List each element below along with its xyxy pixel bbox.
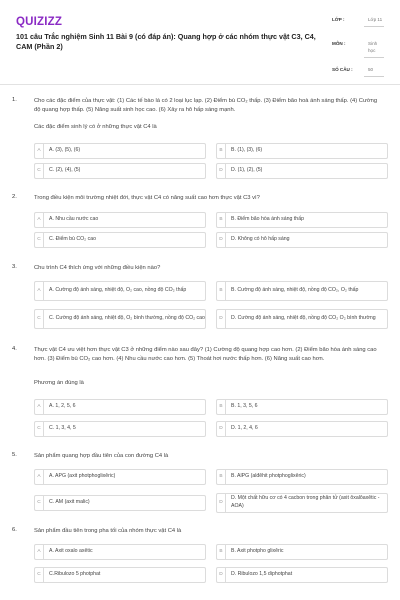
option-letter: D <box>217 233 226 247</box>
option-text: B. Axit photpho glixêric <box>231 548 284 555</box>
option-c[interactable] <box>34 421 206 437</box>
meta-row-subject <box>332 38 384 62</box>
option-letter: A <box>35 144 44 158</box>
option-text: C.Ribulozo 5 photphat <box>49 571 101 578</box>
question-number: 4. <box>12 346 17 352</box>
option-text: D. Ribulozo 1,5 diphotphat <box>231 571 293 578</box>
question-text: Sản phẩm quang hợp đầu tiên của con đường C4 là <box>34 453 169 459</box>
option-d[interactable] <box>216 163 388 179</box>
option-letter: C <box>35 233 44 247</box>
meta-value-subject: Sinh học <box>364 39 384 58</box>
option-text: C. (2), (4), (5) <box>49 167 81 174</box>
option-text: A. APG (axit photphoglixêric) <box>49 473 116 480</box>
option-text: B. Điểm bão hòa ánh sáng thấp <box>231 216 304 223</box>
meta-label-count: SỐ CÂU : <box>332 67 353 72</box>
option-letter: C <box>35 310 44 328</box>
option-b[interactable] <box>216 399 388 415</box>
option-text: C. 1, 3, 4, 5 <box>49 425 76 432</box>
option-letter: B <box>217 400 226 414</box>
question-number: 6. <box>12 527 17 533</box>
option-text: D. Không có hô hấp sáng <box>231 236 290 243</box>
option-text: C. AM (axit malic) <box>49 499 90 506</box>
option-letter: C <box>35 496 44 510</box>
option-text: B. 1, 3, 5, 6 <box>231 403 258 410</box>
option-text: D. Một chất hữu cơ có 4 cacbon trong phân tử (axit ôxalôaxêtic - AOA) <box>231 495 380 509</box>
option-c[interactable] <box>34 567 206 583</box>
option-text: C. Điểm bù CO₂ cao <box>49 236 96 243</box>
option-letter: D <box>217 422 226 436</box>
option-text: A. Cường độ ánh sáng, nhiệt độ, O₂ cao, nồng độ CO₂ thấp <box>49 287 187 294</box>
option-letter: C <box>35 422 44 436</box>
option-letter: D <box>217 164 226 178</box>
option-b[interactable] <box>216 212 388 228</box>
question-text: Chu trình C4 thích ứng với những điều kiện nào? <box>34 265 161 271</box>
option-letter: A <box>35 470 44 484</box>
option-letter: D <box>217 310 226 328</box>
option-d[interactable] <box>216 309 388 329</box>
question-number: 5. <box>12 452 17 458</box>
option-c[interactable] <box>34 495 206 511</box>
option-text: A. Axit oxalo axêtic <box>49 548 93 555</box>
option-letter: B <box>217 282 226 300</box>
option-letter: D <box>217 494 226 512</box>
option-letter: B <box>217 545 226 559</box>
option-text: B. AlPG (alđêhit photphoglixêric) <box>231 473 306 480</box>
option-b[interactable] <box>216 469 388 485</box>
option-a[interactable] <box>34 143 206 159</box>
option-a[interactable] <box>34 281 206 301</box>
option-a[interactable] <box>34 212 206 228</box>
question-number: 1. <box>12 97 17 103</box>
option-text: A. 1, 2, 5, 6 <box>49 403 76 410</box>
meta-value-grade: Lớp 11 <box>364 15 384 27</box>
option-d[interactable] <box>216 493 388 513</box>
question-prompt: Các đặc điểm sinh lý có ở những thực vật C4 là <box>34 124 157 130</box>
option-text: D. 1, 2, 4, 6 <box>231 425 258 432</box>
option-letter: B <box>217 470 226 484</box>
option-text: B. Cường độ ánh sáng, nhiệt độ, nồng độ CO₂, O₂ thấp <box>231 287 359 294</box>
option-d[interactable] <box>216 232 388 248</box>
option-letter: A <box>35 213 44 227</box>
option-letter: C <box>35 568 44 582</box>
option-b[interactable] <box>216 143 388 159</box>
option-c[interactable] <box>34 163 206 179</box>
question-text: Trong điều kiện môi trường nhiệt đới, thực vật C4 có năng suất cao hơn thực vật C3 vì? <box>34 195 260 201</box>
question-text: Cho các đặc điểm của thực vật: (1) Các tế bào lá có 2 loại lục lạp. (2) Điểm bù CO₂ thấp. (3) Điểm bão hoà ánh sáng thấp. (4) Cường độ quang hợp thấp. (5) Năng suất sinh học cao. (6) Xảy ra hô hấp sáng mạnh. <box>34 98 378 114</box>
option-a[interactable] <box>34 469 206 485</box>
option-a[interactable] <box>34 544 206 560</box>
option-d[interactable] <box>216 567 388 583</box>
option-letter: D <box>217 568 226 582</box>
option-b[interactable] <box>216 281 388 301</box>
option-letter: B <box>217 213 226 227</box>
option-letter: A <box>35 282 44 300</box>
quizizz-logo[interactable]: QUIZIZZ <box>16 16 63 28</box>
option-c[interactable] <box>34 232 206 248</box>
option-letter: A <box>35 400 44 414</box>
option-letter: C <box>35 164 44 178</box>
question-number: 2. <box>12 194 17 200</box>
document-title: 101 câu Trắc nghiệm Sinh 11 Bài 9 (có đáp án): Quang hợp ở các nhóm thực vật C3, C4, CAM (Phần 2) <box>16 32 316 52</box>
option-letter: B <box>217 144 226 158</box>
meta-row-count <box>332 64 384 76</box>
meta-panel <box>332 14 384 76</box>
option-c[interactable] <box>34 309 206 329</box>
option-text: B. (1), (3), (6) <box>231 147 263 154</box>
meta-value-count: 50 <box>364 65 384 77</box>
option-text: D. (1), (2), (5) <box>231 167 263 174</box>
meta-label-subject: MÔN : <box>332 41 346 46</box>
option-text: A. (3), (5), (6) <box>49 147 81 154</box>
option-d[interactable] <box>216 421 388 437</box>
meta-label-grade: LỚP : <box>332 17 345 22</box>
option-text: A. Nhu cầu nước cao <box>49 216 99 223</box>
question-text: Thực vật C4 ưu việt hơn thực vật C3 ở những điểm nào sau đây? (1) Cường độ quang hợp cao hơn. (2) Điểm bão hòa ánh sáng cao hơn. (3) Điểm bù CO₂ cao hơn. (4) Nhu cầu nước cao hơn. (5) Thoát hơi nước thấp hơn. (6) Năng suất cao hơn. <box>34 347 377 363</box>
question-number: 3. <box>12 264 17 270</box>
option-a[interactable] <box>34 399 206 415</box>
option-text: D. Cường độ ánh sáng, nhiệt độ, nồng độ CO₂ O₂ bình thường <box>231 315 376 322</box>
option-b[interactable] <box>216 544 388 560</box>
meta-row-grade <box>332 14 384 36</box>
header-divider <box>0 84 400 85</box>
page-header <box>0 0 400 82</box>
option-letter: A <box>35 545 44 559</box>
question-prompt: Phương án đúng là <box>34 380 84 386</box>
question-text: Sản phẩm đầu tiên trong pha tối của nhóm thực vật C4 là <box>34 528 182 534</box>
option-text: C. Cường độ ánh sáng, nhiệt độ, O₂ bình thường, nồng độ CO₂ cao <box>49 315 205 322</box>
